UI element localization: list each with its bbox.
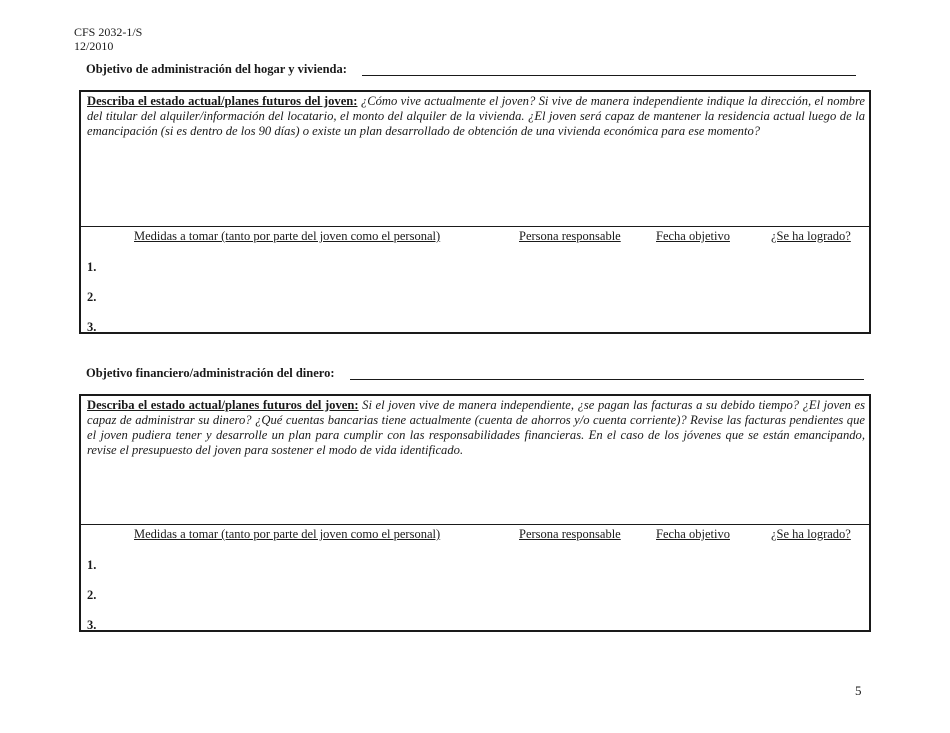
section1-col-actions: Medidas a tomar (tanto por parte del joven como el personal): [134, 229, 441, 243]
section1-lead: Describa el estado actual/planes futuros del joven:: [87, 94, 358, 108]
section1-box: [79, 90, 871, 334]
section2-row-2[interactable]: 2.: [87, 588, 97, 602]
form-header: [74, 25, 142, 53]
section2-divider: [81, 524, 869, 525]
section1-row-3[interactable]: 3.: [87, 320, 97, 334]
section2-row-3[interactable]: 3.: [87, 618, 97, 632]
form-date: 12/2010: [74, 39, 114, 53]
section2-box: [79, 394, 871, 632]
section1-title: Objetivo de administración del hogar y vivienda:: [86, 62, 347, 76]
section1-divider: [81, 226, 869, 227]
section1-col-achieved: ¿Se ha logrado?: [771, 229, 851, 243]
section2-row-1[interactable]: 1.: [87, 558, 97, 572]
section1-description[interactable]: [87, 94, 865, 139]
section2-title-line: [350, 379, 864, 380]
section1-col-responsible: Persona responsable: [519, 229, 621, 243]
section1-row-1[interactable]: 1.: [87, 260, 97, 274]
section1-row-2[interactable]: 2.: [87, 290, 97, 304]
section2-col-achieved: ¿Se ha logrado?: [771, 527, 851, 541]
section1-col-target-date: Fecha objetivo: [656, 229, 730, 243]
form-code: CFS 2032-1/S: [74, 25, 143, 39]
section2-col-actions: Medidas a tomar (tanto por parte del joven como el personal): [134, 527, 441, 541]
page-number: 5: [855, 683, 862, 698]
section2-question: Si el joven vive de manera independiente, ¿se pagan las facturas a su debido tiempo? ¿El joven es capaz de administrar su dinero? ¿Qué cuentas bancarias tiene actualmente (cuenta de ahorros y/o cuenta corriente)? Revise las facturas pendientes que el joven pudiera tener y desarrolle un plan para cumplir con las responsabilidades financieras. En el caso de los jóvenes que se están emancipando, revise el presupuesto del joven para sostener el modo de vida identificado.: [87, 398, 865, 457]
section1-question: ¿Cómo vive actualmente el joven? Si vive de manera independiente indique la dirección, el nombre del titular del alquiler/información del locatario, el monto del alquiler de la vivienda. ¿El joven será capaz de mantener la residencia actual luego de la emancipación (si es dentro de los 90 días) o existe un plan desarrollado de obtención de una vivienda económica para ese momento?: [87, 94, 865, 138]
section1-title-line: [362, 75, 856, 76]
section2-lead: Describa el estado actual/planes futuros del joven:: [87, 398, 359, 412]
section2-col-target-date: Fecha objetivo: [656, 527, 730, 541]
section2-col-responsible: Persona responsable: [519, 527, 621, 541]
section2-description[interactable]: [87, 398, 865, 458]
section2-title: Objetivo financiero/administración del dinero:: [86, 366, 335, 380]
